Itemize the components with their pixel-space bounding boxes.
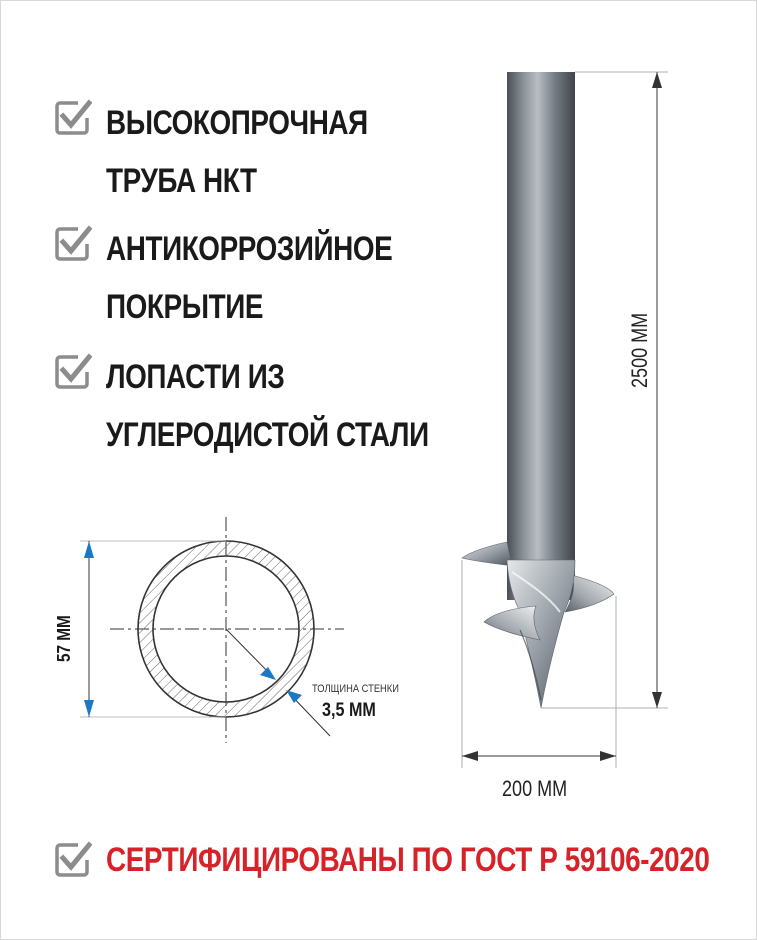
certification-text: СЕРТИФИЦИРОВАНЫ ПО ГОСТ Р 59106-2020: [106, 841, 710, 879]
width-label: 200 ММ: [502, 776, 568, 801]
screw-pile: [462, 72, 614, 708]
arrow-up-icon: [84, 541, 94, 558]
pile-blade: [484, 606, 540, 640]
arrow-down-icon: [84, 700, 94, 717]
feature-line: ТРУБА НКТ: [106, 162, 257, 200]
length-label: 2500 ММ: [627, 312, 652, 388]
arrow-up-icon: [652, 72, 662, 88]
arrow-left-icon: [462, 751, 478, 761]
feature-line: ЛОПАСТИ ИЗ: [106, 358, 285, 396]
arrow-right-icon: [600, 751, 616, 761]
feature-line: УГЛЕРОДИСТОЙ СТАЛИ: [106, 416, 429, 454]
certification-item: [52, 836, 757, 884]
wall-thickness-caption: ТОЛЩИНА СТЕНКИ: [312, 683, 399, 695]
arrow-icon: [286, 690, 302, 703]
feature-line: ПОКРЫТИЕ: [106, 288, 264, 326]
diameter-label: 57 ММ: [54, 615, 74, 662]
pile-shaft: [507, 72, 575, 600]
wall-thickness-value: 3,5 ММ: [322, 700, 376, 721]
feature-line: АНТИКОРРОЗИЙНОЕ: [106, 230, 393, 268]
checkbox-check-icon: [52, 840, 92, 880]
arrow-icon: [260, 667, 276, 680]
feature-line: ВЫСОКОПРОЧНАЯ: [106, 104, 368, 142]
arrow-down-icon: [652, 692, 662, 708]
pipe-cross-section: [80, 517, 344, 743]
pile-blade: [462, 542, 512, 566]
